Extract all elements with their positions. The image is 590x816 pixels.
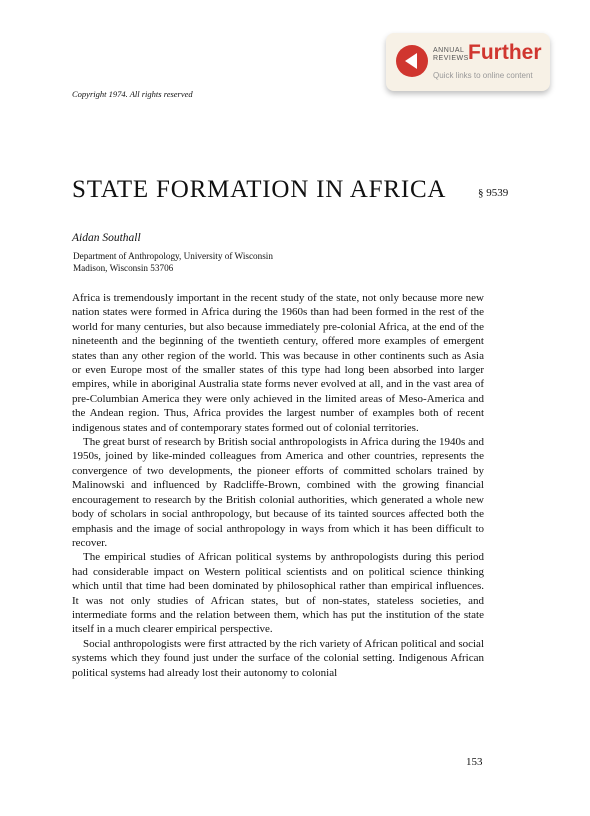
body-paragraph: Africa is tremendously important in the recent study of the state, not only because more new nation states were formed in Africa during the 1960s than had been formed in the rest of the world for many centuries, but also because immediately pre-colonial Africa, at the end of the nineteenth and the beginning of the twentieth century, offered more examples of emergent states than any other region of the world. This was because in other continents such as Asia or even Europe most of the smaller states of this type had long been absorbed into larger empires, while in aboriginal Australia state forms never evolved at all, and in the vast area of pre-Columbian America they were only achieved in the limited areas of Meso-America and the Andean region. Thus, Africa provides the largest number of examples both of recent indigenous states and of contemporary states formed out of colonial territories. [72, 292, 484, 434]
author-affiliation [73, 250, 273, 274]
badge-tagline: Quick links to online content [433, 71, 533, 80]
article-body [72, 291, 484, 680]
badge-further-text: Further [468, 41, 542, 64]
annual-reviews-logo-icon [396, 45, 428, 77]
affiliation-address: Madison, Wisconsin 53706 [73, 263, 174, 273]
body-paragraph: The great burst of research by British social anthropologists in Africa during the 1940s and 1950s, joined by like-minded colleagues from America and other countries, represents the convergence of two developments, the pioneer efforts of committed scholars trained by Malinowski and influenced by Radcliffe-Brown, combined with the growing financial encouragement to research by the British colonial authorities, which generated a whole new body of scholars in social anthropology, but because of its tainted sources affected both the emphasis and the image of social anthropology in ways from which it has been difficult to recover. [72, 436, 484, 549]
author-name: Aidan Southall [72, 232, 141, 244]
body-paragraph: The empirical studies of African political systems by anthropologists during this period had considerable impact on Western political scientists and on political science thinking which until that time had been dominated by philosophical rather than empirical influences. It was not only studies of African states, but of non-states, stateless societies, and intermediate forms and the relation between them, which has put the institution of the state itself in a much clearer empirical perspective. [72, 551, 484, 636]
copyright-notice: Copyright 1974. All rights reserved [72, 89, 193, 99]
body-paragraph: Social anthropologists were first attracted by the rich variety of African political and social systems which they found just under the surface of the colonial setting. Indigenous African political systems had already lost their autonomy to colonial [72, 637, 484, 679]
annual-reviews-further-badge[interactable] [386, 33, 550, 91]
section-number: § 9539 [478, 187, 509, 199]
badge-reviews-text: REVIEWS [433, 55, 469, 62]
page-number: 153 [466, 756, 483, 768]
badge-annual-text: ANNUAL [433, 47, 465, 54]
article-title: STATE FORMATION IN AFRICA [72, 176, 447, 203]
affiliation-department: Department of Anthropology, University of Wisconsin [73, 251, 273, 261]
